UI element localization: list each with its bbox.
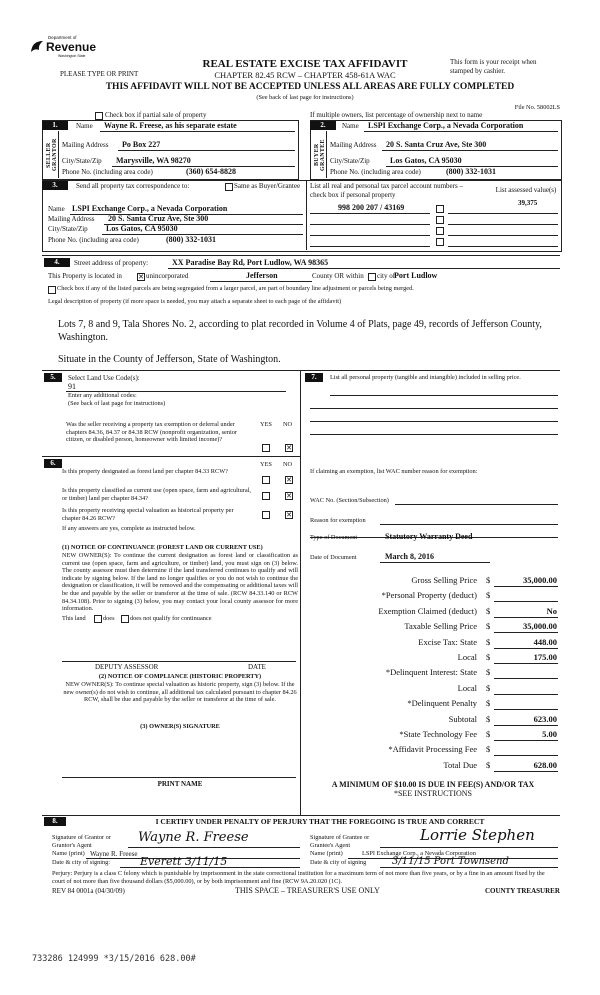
county-treasurer-label: COUNTY TREASURER [485, 887, 560, 895]
seller-grantor-side-label: SELLER GRANTOR [46, 138, 58, 172]
tax-row-label: Local [457, 652, 477, 662]
minimum-fee-note: A MINIMUM OF $10.00 IS DUE IN FEE(S) AND/OR TAX [331, 780, 535, 789]
section-7-marker: 7. [305, 373, 323, 382]
s6-q3-yes-checkbox[interactable] [262, 511, 270, 519]
tax-row-label: *State Technology Fee [399, 729, 477, 739]
see-instructions-note: *SEE INSTRUCTIONS [393, 789, 472, 798]
treasurer-space-label: THIS SPACE – TREASURER'S USE ONLY [235, 886, 380, 895]
tax-row-underline [494, 725, 558, 726]
s5-yes-header: YES [260, 421, 272, 428]
s6-no-header: NO [283, 461, 293, 468]
grantor-signature-label: Signature of Grantor or Grantor's Agent [52, 834, 111, 849]
tax-row-currency: $ [486, 698, 491, 708]
s5-no-header: NO [283, 421, 293, 428]
street-address: XX Paradise Bay Rd, Port Ludlow, WA 98365 [172, 258, 329, 267]
grantee-date-label: Date & city of signing [310, 859, 367, 866]
doc-date-label: Date of Document [310, 554, 357, 561]
s3-name: LSPI Exchange Corp., a Nevada Corporation [72, 204, 228, 213]
buyer-city-label: City/State/Zip [330, 157, 370, 165]
dor-logo [28, 34, 98, 66]
personal-property-checkbox-3[interactable] [436, 227, 444, 235]
grantee-signature-label: Signature of Grantee or Grantee's Agent [310, 834, 370, 849]
tax-row-currency: $ [486, 760, 491, 770]
tax-row-label: Taxable Selling Price [404, 621, 477, 631]
assessed-value-label: List assessed value(s) [495, 186, 557, 194]
grantor-date-city: Everett 3/11/15 [140, 855, 228, 868]
s6-yes-header: YES [260, 461, 272, 468]
section-8-marker: 8. [44, 817, 66, 826]
segregated-checkbox[interactable] [48, 286, 56, 294]
wac-number-label: WAC No. (Section/Subsection) [310, 497, 389, 504]
tax-row-label: Excise Tax: State [418, 637, 477, 647]
tax-row-value: 628.00 [533, 760, 557, 770]
tax-row-value: 623.00 [533, 714, 557, 724]
grantor-signature: Wayne R. Freese [138, 830, 249, 845]
doc-type: Statutory Warranty Deed [385, 532, 473, 541]
tax-row-underline [494, 648, 558, 649]
tax-row-label: Gross Selling Price [411, 575, 477, 585]
grantee-name-label: Name (print) [310, 850, 343, 857]
personal-property-checkbox-1[interactable] [436, 205, 444, 213]
tax-row-currency: $ [486, 606, 491, 616]
form-see-back: (See back of last page for instructions) [256, 94, 354, 101]
city-name: Port Ludlow [394, 271, 438, 280]
tax-row-currency: $ [486, 714, 491, 724]
multiple-owners-label: If multiple owners, list percentage of ownership next to name [310, 111, 483, 119]
seller-phone: (360) 654-8828 [186, 167, 236, 176]
partial-sale-label: Check box if partial sale of property [105, 111, 207, 119]
tax-row-underline [494, 694, 558, 695]
cashier-stamp: 733286 124999 *3/15/2016 628.00# [32, 954, 196, 964]
s6-question-current-use: Is this property classified as current use (open space, farm and agricultural, or timber) land per chapter 84.34? [62, 487, 252, 502]
s5-see-back: (See back of last page for instructions) [68, 400, 166, 407]
s3-city-label: City/State/Zip [48, 225, 88, 233]
street-address-label: Street address of property: [74, 259, 149, 267]
grantee-name: LSPI Exchange Corp., a Nevada Corporation [362, 850, 476, 857]
does-qualify-checkbox[interactable] [94, 615, 102, 623]
s3-phone-label: Phone No. (including area code) [48, 236, 139, 244]
s6-q2-no-checkbox[interactable]: ✕ [286, 492, 292, 500]
assessed-value: 39,375 [518, 199, 538, 207]
grantor-name: Wayne R. Freese [90, 850, 138, 858]
legal-description-label: Legal description of property (if more space is needed, you may attach a separate sheet to each page of the affidavit) [48, 298, 342, 305]
notice-compliance-text: NEW OWNER(S): To continue special valuation as historic property, sign (3) below. If the new owner(s) do not wish to continue, all additional tax calculated pursuant to chapter 84.26 RCW, shall be due and payable by the seller or transferor at the time of sale. [63, 681, 297, 704]
logo-state: Washington State [58, 54, 86, 58]
s5-question-exemption: Was the seller receiving a property tax exemption or deferral under chapters 84.36, 84.37 or 84.38 RCW (nonprofit organization, senior citizen, or disabled person, homeowner with limited income)? [66, 421, 237, 444]
buyer-grantee-side-label: BUYER GRANTEE [314, 139, 326, 171]
notice-compliance-title: (2) NOTICE OF COMPLIANCE (HISTORIC PROPERTY) [98, 673, 262, 680]
s6-if-yes: If any answers are yes, complete as instructed below. [62, 525, 196, 532]
land-use-label: Select Land Use Code(s): [68, 374, 140, 382]
logo-name: Revenue [46, 40, 97, 54]
does-not-label: does not qualify for continuance [130, 615, 212, 622]
tax-row-underline [494, 632, 558, 633]
tax-row-value: 448.00 [533, 637, 557, 647]
tax-row-value: 175.00 [533, 652, 557, 662]
parcel-list-label: List all real and personal tax parcel account numbers – check box if personal property [310, 182, 463, 199]
doc-date: March 8, 2016 [385, 552, 434, 561]
buyer-address-label: Mailing Address [330, 141, 377, 149]
seller-city-label: City/State/Zip [62, 157, 102, 165]
certify-statement: I CERTIFY UNDER PENALTY OF PERJURY THAT THE FOREGOING IS TRUE AND CORRECT [155, 817, 485, 826]
form-warning: THIS AFFIDAVIT WILL NOT BE ACCEPTED UNLESS ALL AREAS ARE FULLY COMPLETED [105, 82, 515, 92]
doc-type-label: Type of Document [310, 534, 358, 541]
wac-exemption-label: If claiming an exemption, list WAC number reason for exemption: [310, 468, 478, 475]
form-revision: REV 84 0001a (04/30/09) [52, 887, 125, 895]
buyer-address: 20 S. Santa Cruz Ave, Ste 300 [386, 140, 487, 149]
notice-continuance-text: NEW OWNER(S): To continue the current designation as forest land or classification as current use (open space, farm and agriculture, or timber) land, you must sign on (3) below. The county assessor must then determine if the land transferred continues to qualify and will indicate by signing below. If the land no longer qualifies or you do not wish to continue the designation or classification, it will be removed and the compensating or additional taxes will be due and payable by the seller or transferor at the time of sale. (RCW 84.33.140 or RCW 84.34.108). Prior to signing (3) below, you may contact your local county assessor for more information. [62, 552, 298, 613]
tax-row-underline [494, 771, 558, 772]
owner-signature-label: (3) OWNER(S) SIGNATURE [140, 723, 220, 730]
buyer-name-label: Name [342, 122, 359, 130]
grantor-date-label: Date & city of signing: [52, 859, 111, 866]
county-name: Jefferson [246, 271, 278, 280]
located-label: This Property is located in [48, 272, 122, 280]
seller-city: Marysville, WA 98270 [116, 156, 191, 165]
buyer-phone: (800) 332-1031 [446, 167, 496, 176]
seller-name-label: Name [76, 122, 93, 130]
grantee-signature: Lorrie Stephen [420, 826, 535, 844]
tax-row-underline [494, 601, 558, 602]
s6-question-forest: Is this property designated as forest land per chapter 84.33 RCW? [62, 468, 228, 475]
s3-phone: (800) 332-1031 [166, 235, 216, 244]
grantee-date-city: 3/11/15 Port Townsend [392, 856, 509, 867]
assessor-date-label: DATE [248, 663, 266, 671]
tax-row-underline [494, 740, 558, 741]
tax-row-value: 35,000.00 [523, 575, 557, 585]
additional-codes-label: Enter any additional codes: [68, 392, 137, 399]
does-label: does [103, 615, 115, 622]
tax-row-label: Total Due [443, 760, 477, 770]
exemption-reason-label: Reason for exemption [310, 517, 366, 524]
print-name-label: PRINT NAME [157, 780, 203, 788]
print-note: PLEASE TYPE OR PRINT [60, 70, 139, 78]
send-correspondence-label: Send all property tax correspondence to: [76, 182, 190, 190]
parcel-number: 998 200 207 / 43169 [338, 203, 405, 212]
section-5-marker: 5. [44, 373, 62, 382]
tax-row-currency: $ [486, 683, 491, 693]
section-6-marker: 6. [44, 459, 62, 468]
s6-q2-yes-checkbox[interactable] [262, 492, 270, 500]
tax-row-underline [494, 586, 558, 587]
tax-row-label: Local [457, 683, 477, 693]
seller-address-label: Mailing Address [62, 141, 109, 149]
buyer-city: Los Gatos, CA 95030 [390, 156, 462, 165]
deputy-assessor-label: DEPUTY ASSESSOR [95, 663, 159, 671]
tax-row-label: Exemption Claimed (deduct) [378, 606, 477, 616]
s3-city: Los Gatos, CA 95030 [106, 224, 178, 233]
section-3-marker: 3. [42, 181, 68, 190]
tax-row-currency: $ [486, 729, 491, 739]
seller-phone-label: Phone No. (including area code) [62, 168, 153, 176]
seller-name: Wayne R. Freese, as his separate estate [104, 121, 237, 130]
segregated-label: Check box if any of the listed parcels are being segregated from a larger parcel, are part of boundary line adjustment or parcels being merged. [57, 285, 414, 292]
tax-row-value: 35,000.00 [523, 621, 557, 631]
personal-property-checkbox-4[interactable] [436, 238, 444, 246]
legal-situate: Situate in the County of Jefferson, State of Washington. [58, 354, 281, 365]
same-as-buyer-label: Same as Buyer/Grantee [234, 182, 301, 190]
section-1-marker: 1. [42, 121, 68, 130]
tax-row-currency: $ [486, 575, 491, 585]
s6-question-historic: Is this property receiving special valuation as historical property per chapter 84.26 RCW? [62, 507, 234, 522]
unincorporated-checkbox[interactable]: ✕ [138, 273, 144, 281]
section-4-marker: 4. [44, 258, 70, 267]
does-not-qualify-checkbox[interactable] [121, 615, 129, 623]
s3-name-label: Name [48, 205, 65, 213]
legal-description: Lots 7, 8 and 9, Tala Shores No. 2, according to plat recorded in Volume 4 of Plats, page 49, records of Jefferson County, Washington. [58, 319, 542, 343]
tax-row-currency: $ [486, 621, 491, 631]
tax-row-label: *Personal Property (deduct) [381, 590, 477, 600]
tax-row-currency: $ [486, 590, 491, 600]
partial-sale-checkbox[interactable] [95, 112, 103, 120]
city-checkbox[interactable] [368, 273, 376, 281]
tax-row-underline [494, 755, 558, 756]
tax-row-underline [494, 678, 558, 679]
tax-row-currency: $ [486, 744, 491, 754]
buyer-phone-label: Phone No. (including area code) [330, 168, 421, 176]
this-land-label: This land [62, 615, 86, 622]
s6-q3-no-checkbox[interactable]: ✕ [286, 511, 292, 519]
tax-row-value: No [546, 606, 557, 616]
s5-q1-yes-checkbox[interactable] [262, 444, 270, 452]
personal-property-checkbox-2[interactable] [436, 216, 444, 224]
same-as-buyer-checkbox[interactable] [225, 183, 233, 191]
tax-row-label: *Delinquent Penalty [407, 698, 477, 708]
seller-address: Po Box 227 [122, 140, 161, 149]
grantor-name-label: Name (print) [52, 850, 85, 857]
tax-row-underline [494, 617, 558, 618]
unincorporated-label: unincorporated [146, 272, 189, 280]
tax-row-value: 5.00 [542, 729, 557, 739]
personal-property-label: List all personal property (tangible and intangible) included in selling price. [330, 374, 521, 381]
perjury-notice: Perjury: Perjury is a class C felony which is punishable by imprisonment in the state correctional institution for a maximum term of not more than five years, or by a fine in an amount fixed by the court of not more than five thousand dollars ($5,000.00), or by both imprisonment and fine (RCW 9A.20.020 (1C). [52, 870, 545, 885]
tax-row-currency: $ [486, 637, 491, 647]
notice-continuance-title: (1) NOTICE OF CONTINUANCE (FOREST LAND OR CURRENT USE) [62, 544, 263, 551]
tax-row-label: *Delinquent Interest: State [385, 667, 477, 677]
logo-dept: Department of [48, 35, 77, 40]
buyer-name: LSPI Exchange Corp., a Nevada Corporation [368, 121, 524, 130]
file-number: File No. 58002LS [514, 104, 560, 111]
tax-row-underline [494, 709, 558, 710]
s3-address: 20 S. Santa Cruz Ave, Ste 300 [108, 214, 209, 223]
tax-row-label: *Affidavit Processing Fee [388, 744, 477, 754]
s5-q1-no-checkbox[interactable]: ✕ [286, 444, 292, 452]
tax-row-currency: $ [486, 652, 491, 662]
land-use-code: 91 [68, 382, 76, 391]
county-or-within-label: County OR within [312, 272, 364, 280]
s3-address-label: Mailing Address [48, 215, 95, 223]
form-title: REAL ESTATE EXCISE TAX AFFIDAVIT [202, 58, 408, 70]
tax-row-label: Subtotal [448, 714, 477, 724]
city-of-label: city of [377, 272, 396, 280]
form-chapter: CHAPTER 82.45 RCW – CHAPTER 458-61A WAC [214, 70, 396, 80]
section-2-marker: 2. [310, 121, 336, 130]
receipt-note: This form is your receipt when stamped by cashier. [450, 58, 537, 75]
s6-q1-yes-checkbox[interactable] [262, 476, 270, 484]
s6-q1-no-checkbox[interactable]: ✕ [286, 476, 292, 484]
tax-row-currency: $ [486, 667, 491, 677]
tax-row-underline [494, 663, 558, 664]
